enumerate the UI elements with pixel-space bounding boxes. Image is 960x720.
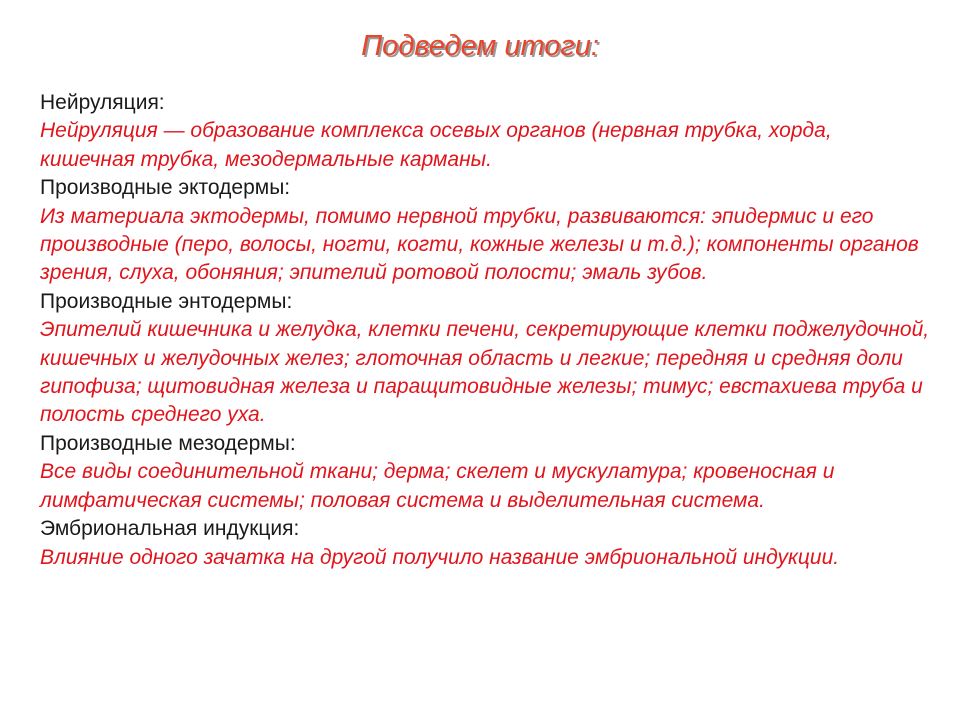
section-induction — [40, 515, 930, 572]
slide-content — [40, 89, 930, 572]
section-text: Нейруляция — образование комплекса осевых органов (нервная трубка, хорда, кишечная трубка, мезодермальные карманы. — [40, 119, 832, 171]
section-text: Влияние одного зачатка на другой получило название эмбриональной индукции. — [40, 545, 840, 569]
section-heading: Нейруляция: — [40, 91, 165, 114]
section-heading: Производные энтодермы: — [40, 289, 293, 313]
section-heading: Производные мезодермы: — [40, 431, 296, 455]
section-text: Все виды соединительной ткани; дерма; скелет и мускулатура; кровеносная и лимфатическая системы; половая система и выделительная система. — [40, 460, 835, 512]
section-ectoderm — [40, 174, 930, 288]
section-mesoderm — [40, 430, 930, 515]
section-heading: Эмбриональная индукция: — [40, 517, 300, 541]
section-neurulation — [40, 89, 930, 174]
section-text: Эпителий кишечника и желудка, клетки печени, секретирующие клетки поджелудочной, кишечных и желудочных желез; глоточная область и легкие; передняя и средняя доли гипофиза; щитовидная железа и паращитовидные железы; тимус; евстахиева труба и полость среднего уха. — [40, 318, 930, 427]
slide-title: Подведем итоги: — [361, 30, 599, 62]
section-endoderm — [40, 288, 930, 430]
section-heading: Производные эктодермы: — [40, 176, 291, 200]
section-text: Из материала эктодермы, помимо нервной трубки, развиваются: эпидермис и его производные (перо, волосы, ногти, когти, кожные железы и т.д.); компоненты органов зрения, слуха, обоняния; эпителий ротовой полости; эмаль зубов. — [40, 204, 919, 285]
